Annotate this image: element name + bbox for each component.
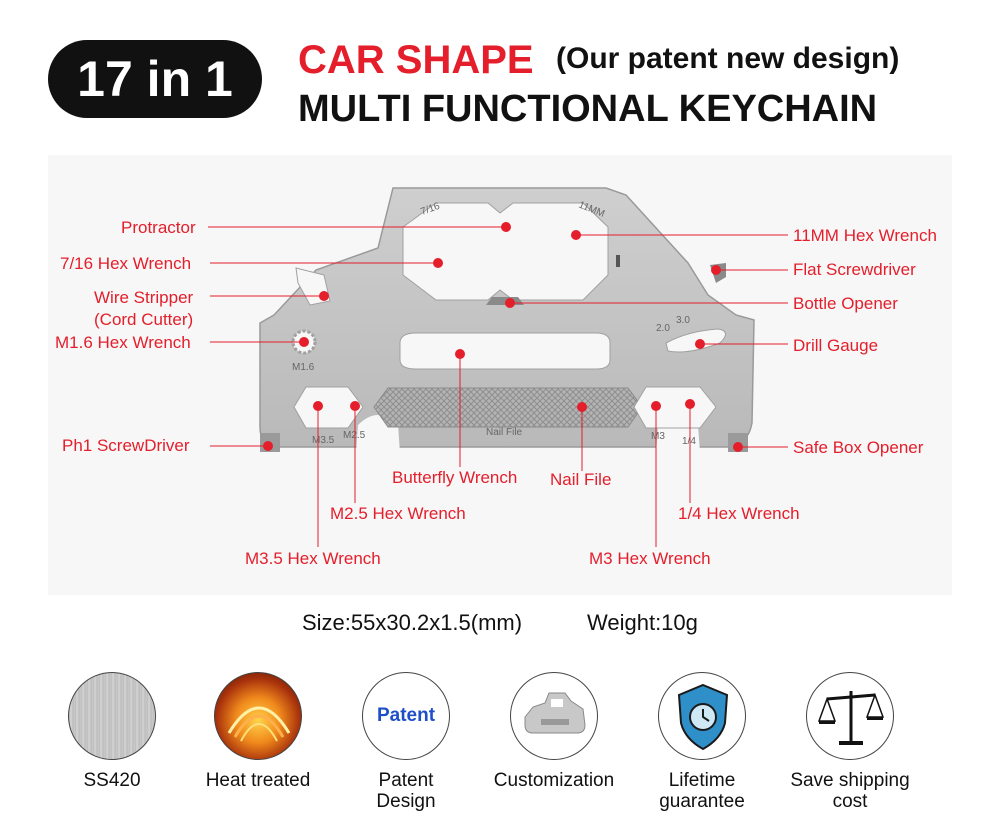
protractor-mark bbox=[616, 255, 620, 267]
feature-label: Heat treated bbox=[205, 770, 311, 791]
feature-label: Customization bbox=[493, 770, 615, 791]
spec-size: Size:55x30.2x1.5(mm) bbox=[302, 610, 523, 635]
steel-texture-icon bbox=[68, 672, 156, 760]
engraving-m16: M1.6 bbox=[292, 362, 315, 373]
callout-m35-hex-wrench: M3.5 Hex Wrench bbox=[245, 549, 381, 568]
feature-customization bbox=[484, 672, 624, 791]
feature-label: Lifetime guarantee bbox=[659, 770, 745, 812]
engraving-m35: M3.5 bbox=[312, 435, 335, 446]
feature-label: Save shipping cost bbox=[790, 770, 910, 812]
bottle-opener-notch bbox=[486, 297, 524, 305]
callout-1-4-hex-wrench: 1/4 Hex Wrench bbox=[678, 504, 800, 523]
callout-nail-file: Nail File bbox=[550, 470, 612, 489]
patent-icon bbox=[362, 672, 450, 760]
engraving-1-4: 1/4 bbox=[682, 436, 696, 447]
callout-protractor: Protractor bbox=[121, 218, 196, 237]
engraving-m25: M2.5 bbox=[343, 430, 366, 441]
feature-lifetime-guarantee bbox=[632, 672, 772, 812]
callout-11mm-hex-wrench: 11MM Hex Wrench bbox=[793, 226, 937, 245]
callout-7-16-hex-wrench: 7/16 Hex Wrench bbox=[60, 254, 192, 273]
callout-m16-hex-wrench: M1.6 Hex Wrench bbox=[55, 333, 191, 352]
feature-label: Patent Design bbox=[376, 770, 436, 812]
headline-patent-note: (Our patent new design) bbox=[556, 42, 900, 75]
butterfly-wrench-slot bbox=[400, 333, 610, 369]
feature-save-shipping bbox=[780, 672, 920, 812]
spec-weight: Weight:10g bbox=[587, 610, 698, 635]
callout-m25-hex-wrench: M2.5 Hex Wrench bbox=[330, 504, 466, 523]
headline-subtitle: MULTI FUNCTIONAL KEYCHAIN bbox=[298, 88, 878, 130]
engraving-nail-file: Nail File bbox=[486, 427, 523, 438]
engraving-11mm: 11MM bbox=[576, 199, 607, 220]
shield-clock-icon bbox=[658, 672, 746, 760]
product-diagram bbox=[48, 155, 952, 595]
balance-scale-icon bbox=[806, 672, 894, 760]
callout-safe-box-opener: Safe Box Opener bbox=[793, 438, 924, 457]
nail-file-mesh bbox=[374, 388, 642, 427]
callout-bottle-opener: Bottle Opener bbox=[793, 294, 898, 313]
callout-ph1-screwdriver: Ph1 ScrewDriver bbox=[62, 436, 190, 455]
headline-car-shape: CAR SHAPE bbox=[298, 38, 534, 82]
engraving-3-0: 3.0 bbox=[676, 315, 690, 326]
feature-label: SS420 bbox=[83, 770, 141, 791]
engraving-7-16: 7/16 bbox=[419, 200, 442, 218]
large-hex-cutout bbox=[403, 200, 608, 300]
callout-m3-hex-wrench: M3 Hex Wrench bbox=[589, 549, 711, 568]
patent-badge-text: Patent bbox=[376, 705, 436, 726]
engraving-m3: M3 bbox=[651, 431, 665, 442]
callout-butterfly-wrench: Butterfly Wrench bbox=[392, 468, 518, 487]
callout-cord-cutter: (Cord Cutter) bbox=[94, 310, 194, 329]
callout-drill-gauge: Drill Gauge bbox=[793, 336, 879, 355]
keychain-customization-icon bbox=[510, 672, 598, 760]
right-hex-pair-cutout bbox=[634, 387, 716, 428]
feature-ss420 bbox=[42, 672, 182, 791]
product-count-badge: 17 in 1 bbox=[48, 40, 262, 118]
callout-wire-stripper: Wire Stripper bbox=[94, 288, 194, 307]
callout-flat-screwdriver: Flat Screwdriver bbox=[793, 260, 916, 279]
feature-patent-design bbox=[336, 672, 476, 812]
engraving-2-0: 2.0 bbox=[656, 323, 670, 334]
feature-heat-treated bbox=[188, 672, 328, 791]
heat-treatment-icon bbox=[214, 672, 302, 760]
